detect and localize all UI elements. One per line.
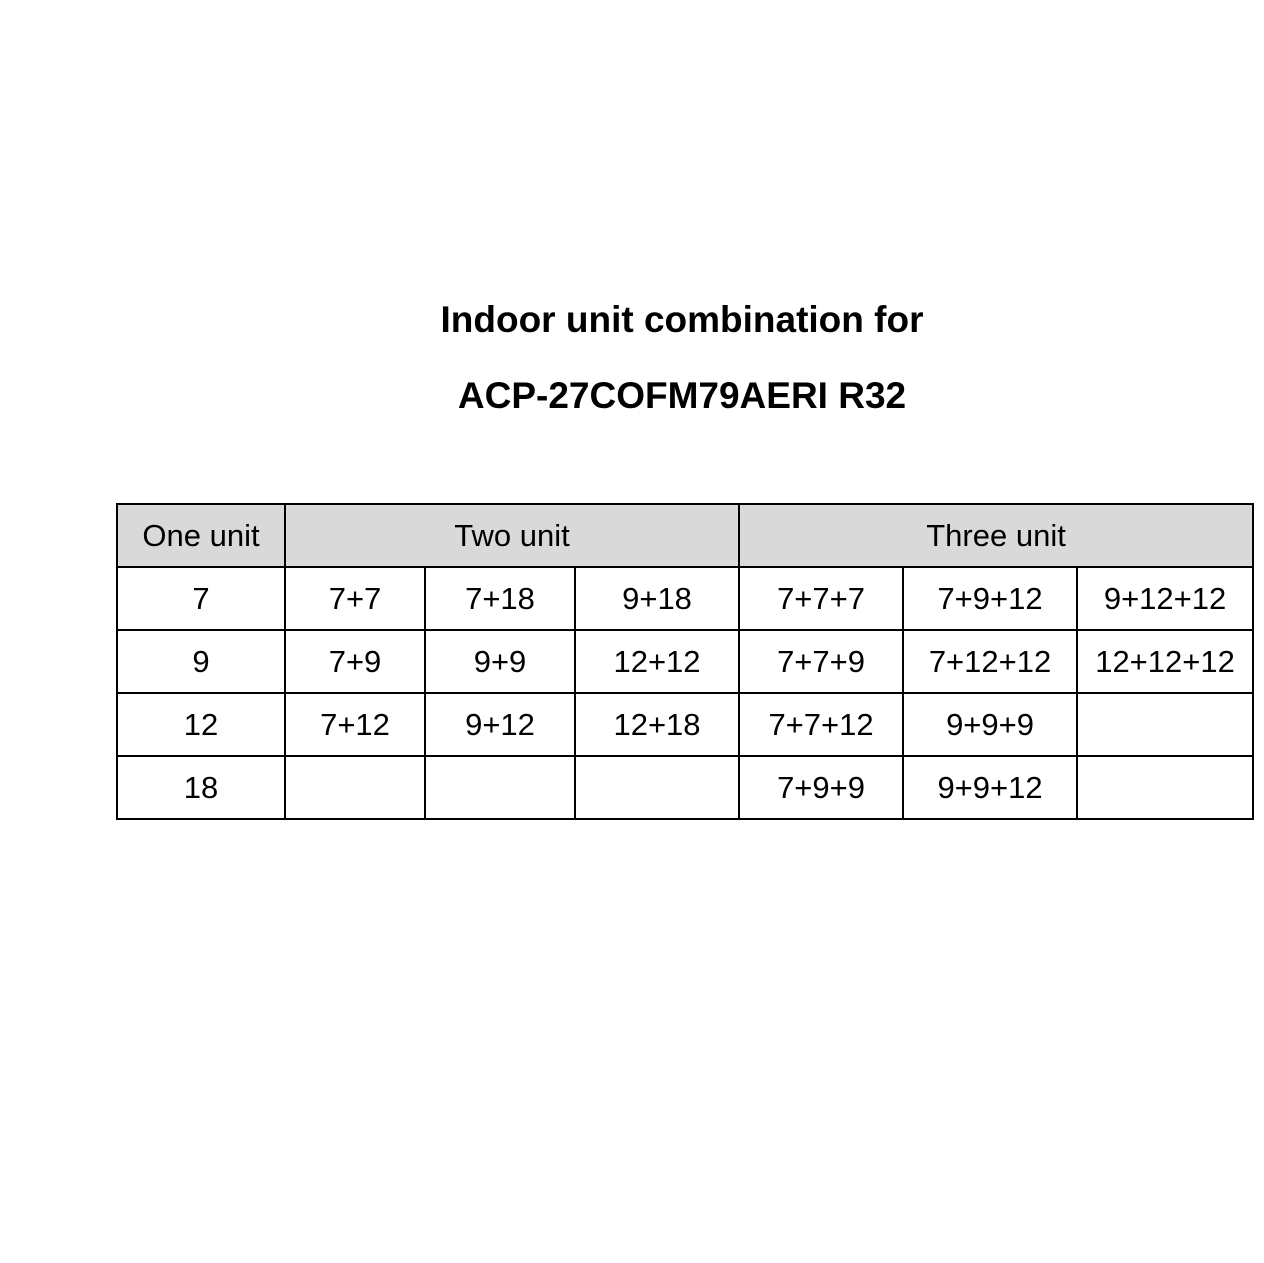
table-cell	[1077, 756, 1253, 819]
table-cell: 18	[117, 756, 285, 819]
table-cell	[285, 756, 425, 819]
table-row	[117, 567, 1253, 630]
table-cell: 7+7	[285, 567, 425, 630]
title-line-1: Indoor unit combination for	[440, 299, 924, 340]
table-row	[117, 756, 1253, 819]
table-row	[117, 630, 1253, 693]
table-cell: 12+12	[575, 630, 739, 693]
table-cell	[1077, 693, 1253, 756]
table-cell: 7+18	[425, 567, 575, 630]
header-one-unit: One unit	[117, 504, 285, 567]
header-three-unit: Three unit	[739, 504, 1253, 567]
table-cell: 7+12+12	[903, 630, 1077, 693]
table-cell: 7+7+9	[739, 630, 903, 693]
table-cell: 7+7+12	[739, 693, 903, 756]
title-line-2: ACP-27COFM79AERI R32	[457, 375, 907, 416]
table-cell: 12+12+12	[1077, 630, 1253, 693]
table-cell: 9+12	[425, 693, 575, 756]
table-cell: 9+9+9	[903, 693, 1077, 756]
table-cell: 9	[117, 630, 285, 693]
table-cell: 7+7+7	[739, 567, 903, 630]
table-cell: 9+9	[425, 630, 575, 693]
table-header-row	[117, 504, 1253, 567]
title-block	[0, 0, 1264, 470]
table-row	[117, 693, 1253, 756]
table-cell: 12+18	[575, 693, 739, 756]
table-cell	[425, 756, 575, 819]
header-two-unit: Two unit	[285, 504, 739, 567]
table-cell: 7	[117, 567, 285, 630]
table-cell: 9+18	[575, 567, 739, 630]
table-cell	[575, 756, 739, 819]
table-cell: 7+9+9	[739, 756, 903, 819]
table-cell: 12	[117, 693, 285, 756]
table-cell: 9+12+12	[1077, 567, 1253, 630]
table-cell: 7+12	[285, 693, 425, 756]
table-cell: 7+9+12	[903, 567, 1077, 630]
table-cell: 9+9+12	[903, 756, 1077, 819]
table-cell: 7+9	[285, 630, 425, 693]
combination-table	[116, 503, 1254, 820]
